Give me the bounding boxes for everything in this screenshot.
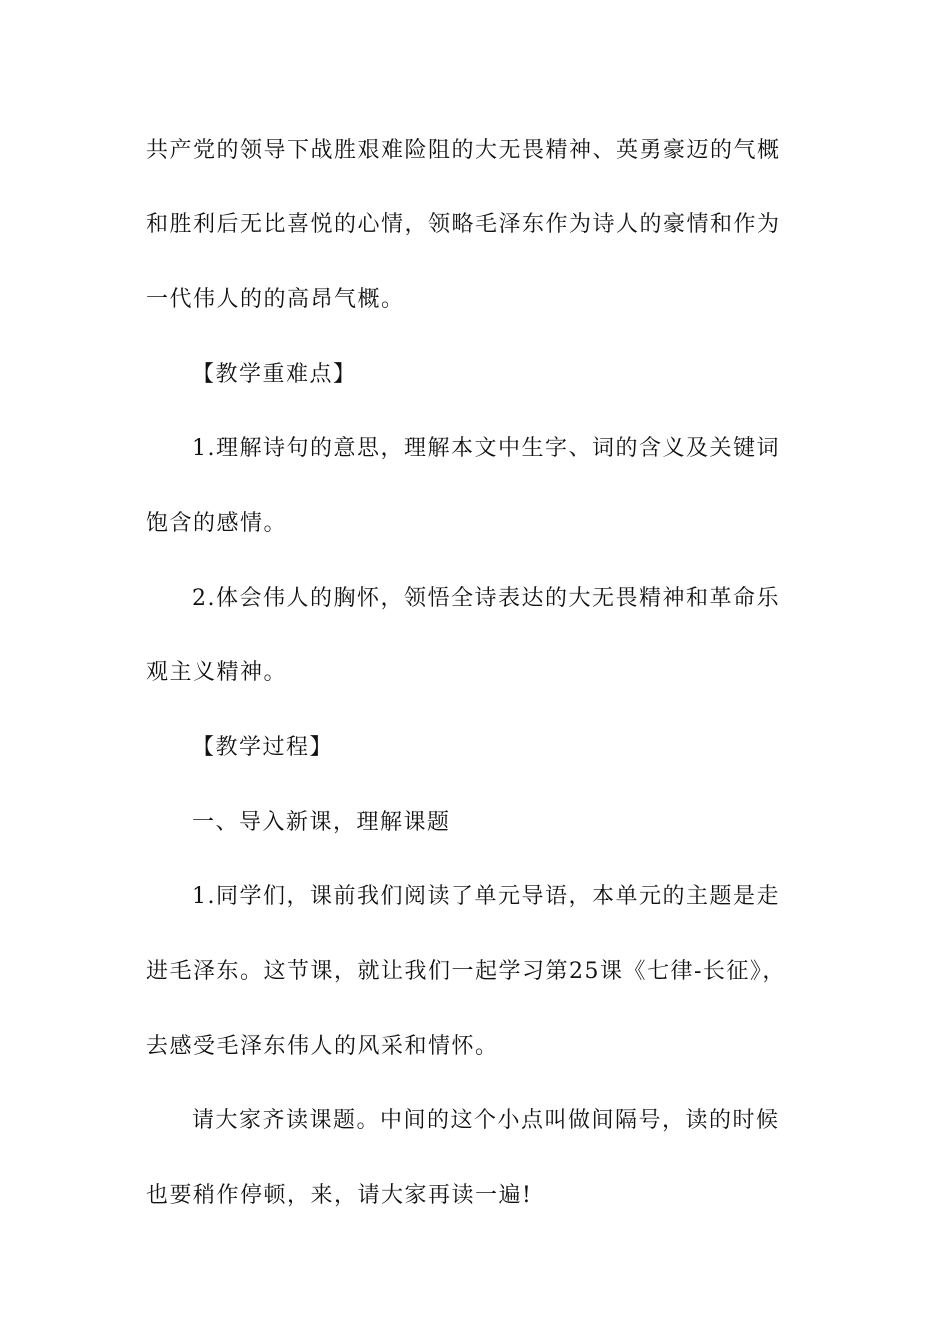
text-line: 去感受毛泽东伟人的风采和情怀。	[146, 1034, 499, 1059]
text-line: 进毛泽东。这节课，就让我们一起学习第25课《七律-长征》，	[146, 959, 786, 984]
text-line: 也要稍作停顿，来，请大家再读一遍!	[146, 1183, 533, 1208]
section-heading: 【教学重难点】	[192, 362, 357, 387]
text-line: 请大家齐读课题。中间的这个小点叫做间隔号，读的时候	[192, 1108, 780, 1133]
section-heading: 【教学过程】	[192, 735, 334, 760]
text-line: 一代伟人的的高昂气概。	[146, 287, 405, 312]
text-line: 共产党的领导下战胜艰难险阻的大无畏精神、英勇豪迈的气概	[146, 138, 781, 163]
subsection-heading: 一、导入新课，理解课题	[192, 810, 451, 835]
text-line: 1.同学们，课前我们阅读了单元导语，本单元的主题是走	[192, 884, 780, 909]
text-line: 1.理解诗句的意思，理解本文中生字、词的含义及关键词	[192, 436, 780, 461]
text-line: 2.体会伟人的胸怀，领悟全诗表达的大无畏精神和革命乐	[192, 586, 780, 611]
text-line: 观主义精神。	[146, 660, 288, 685]
text-line: 饱含的感情。	[146, 511, 288, 536]
text-line: 和胜利后无比喜悦的心情，领略毛泽东作为诗人的豪情和作为	[146, 212, 781, 237]
